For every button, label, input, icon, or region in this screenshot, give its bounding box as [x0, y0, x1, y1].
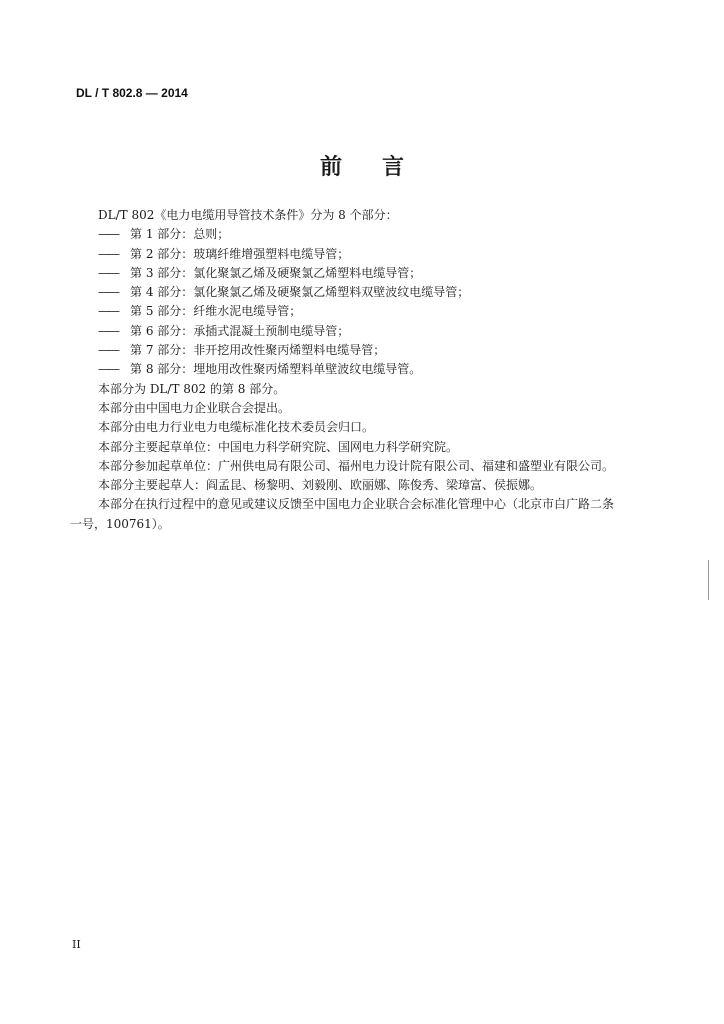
part-list-item	[84, 341, 664, 360]
paragraph-participating-drafters-org: 本部分参加起草单位：广州供电局有限公司、福州电力设计院有限公司、福建和盛塑业有限公司。	[98, 458, 615, 473]
part-item-text: 第 3 部分：氯化聚氯乙烯及硬聚氯乙烯塑料电缆导管；	[130, 265, 422, 280]
foreword-body	[70, 206, 664, 534]
part-item-text: 第 2 部分：玻璃纤维增强塑料电缆导管；	[130, 246, 350, 261]
item-dash: ——	[98, 362, 118, 377]
item-dash: ——	[98, 323, 118, 338]
item-dash: ——	[98, 246, 118, 261]
part-item-text: 第 5 部分：纤维水泥电缆导管；	[130, 304, 302, 319]
part-list-item	[84, 225, 664, 244]
page-number: II	[72, 938, 81, 951]
part-list-item	[84, 302, 664, 321]
part-item-text: 第 1 部分：总则；	[130, 227, 230, 242]
paragraph-part-number: 本部分为 DL/T 802 的第 8 部分。	[98, 381, 286, 396]
standard-number: DL / T 802.8 — 2014	[76, 86, 188, 100]
paragraph-proposer: 本部分由中国电力企业联合会提出。	[98, 400, 291, 415]
part-list-item	[84, 322, 664, 341]
part-list-item	[84, 283, 664, 302]
item-dash: ——	[98, 304, 118, 319]
item-dash: ——	[98, 227, 118, 242]
item-dash: ——	[98, 285, 118, 300]
paragraph-main-drafters-org: 本部分主要起草单位：中国电力科学研究院、国网电力科学研究院。	[98, 439, 459, 454]
paragraph-feedback-continuation: 一号，100761）。	[70, 516, 170, 531]
page-title: 前言	[319, 154, 444, 180]
intro-paragraph: DL/T 802《电力电缆用导管技术条件》分为 8 个部分：	[98, 208, 398, 222]
part-item-text: 第 7 部分：非开挖用改性聚丙烯塑料电缆导管；	[130, 343, 386, 358]
part-item-text: 第 6 部分：承插式混凝土预制电缆导管；	[130, 323, 350, 338]
part-item-text: 第 4 部分：氯化聚氯乙烯及硬聚氯乙烯塑料双壁波纹电缆导管；	[130, 285, 470, 300]
scan-artifact-line	[708, 560, 709, 600]
item-dash: ——	[98, 343, 118, 358]
paragraph-feedback: 本部分在执行过程中的意见或建议反馈至中国电力企业联合会标准化管理中心（北京市白广路二条	[98, 497, 615, 512]
paragraph-main-drafters: 本部分主要起草人：阎孟昆、杨黎明、刘毅刚、欧丽娜、陈俊秀、梁璋富、侯振娜。	[98, 478, 543, 493]
part-list-item	[84, 245, 664, 264]
paragraph-technical-committee: 本部分由电力行业电力电缆标准化技术委员会归口。	[98, 420, 375, 435]
part-list-item	[84, 360, 664, 379]
part-list-item	[84, 264, 664, 283]
item-dash: ——	[98, 265, 118, 280]
part-item-text: 第 8 部分：埋地用改性聚丙烯塑料单壁波纹电缆导管。	[130, 362, 422, 377]
